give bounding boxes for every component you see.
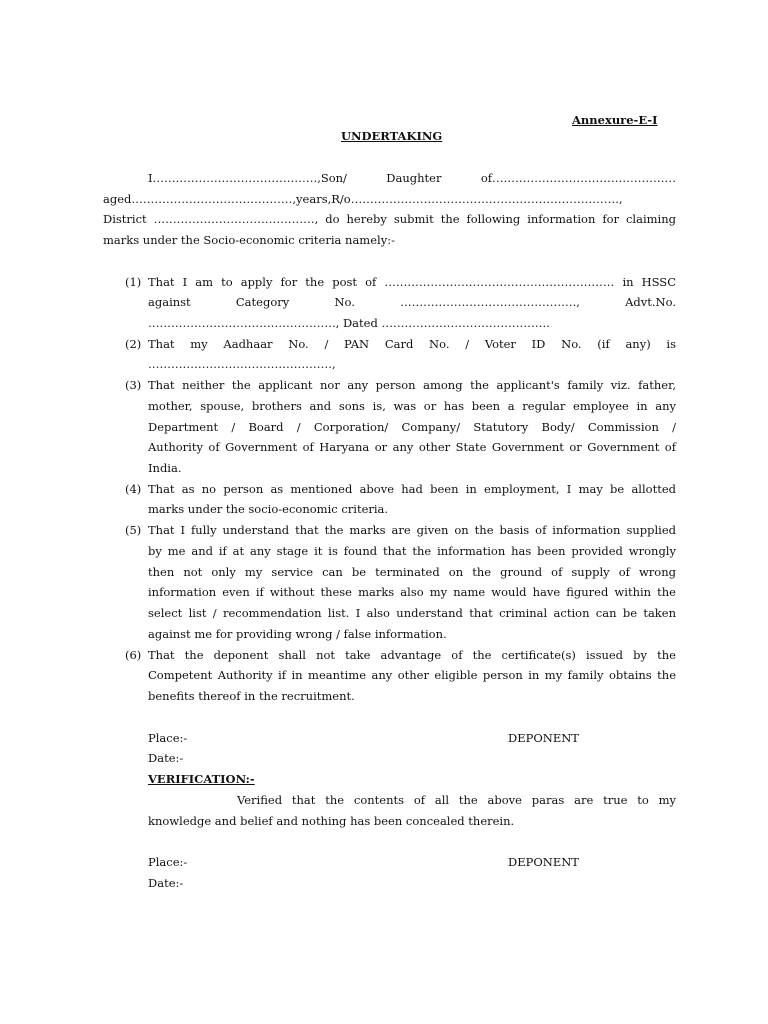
- verification-line: Verified that the contents of all the above paras are true to my: [237, 793, 676, 807]
- intro-line: marks under the Socio-economic criteria namely:-: [103, 233, 395, 247]
- item-line: That neither the applicant nor any person among the applicant's family viz. father,: [148, 378, 676, 392]
- item-line: That I am to apply for the post of …………………………………………………… in HSSC: [148, 275, 676, 289]
- intro-line: aged……………………………………,years,R/o…………………………………………………………….,: [103, 192, 623, 206]
- item-number: (6): [125, 648, 142, 662]
- document-title: UNDERTAKING: [341, 129, 443, 143]
- item-line: Competent Authority if in meantime any other eligible person in my family obtains the: [148, 668, 676, 682]
- date-label: Date:-: [148, 751, 184, 765]
- item-line: select list / recommendation list. I also understand that criminal action can be taken: [148, 606, 676, 620]
- item-line: Authority of Government of Haryana or any other State Government or Government of: [148, 440, 676, 454]
- verification-line: knowledge and belief and nothing has been concealed therein.: [148, 814, 515, 828]
- item-line: against me for providing wrong / false information.: [148, 627, 447, 641]
- item-number: (5): [125, 523, 142, 537]
- item-line: by me and if at any stage it is found that the information has been provided wrongly: [148, 544, 676, 558]
- place-label: Place:-: [148, 855, 188, 869]
- verification-heading: VERIFICATION:-: [148, 772, 255, 786]
- item-line: benefits thereof in the recruitment.: [148, 689, 355, 703]
- intro-line: District ……………………………………, do hereby submit the following information for claiming: [103, 212, 676, 226]
- item-line: …………………………………………., Dated ……………………………………..: [148, 316, 550, 330]
- item-line: That I fully understand that the marks are given on the basis of information supplied: [148, 523, 676, 537]
- item-line: Department / Board / Corporation/ Company/ Statutory Body/ Commission /: [148, 420, 676, 434]
- date-label: Date:-: [148, 876, 184, 890]
- item-line: mother, spouse, brothers and sons is, was or has been a regular employee in any: [148, 399, 676, 413]
- deponent-label: DEPONENT: [508, 855, 579, 869]
- item-line: …………………………………………,: [148, 357, 336, 371]
- intro-line: I…………………………………….,Son/ Daughter of…………………………………………: [148, 171, 676, 185]
- item-line: against Category No. ………………………………………., Advt.No.: [148, 295, 676, 309]
- item-number: (3): [125, 378, 142, 392]
- item-number: (4): [125, 482, 142, 496]
- item-line: That as no person as mentioned above had been in employment, I may be allotted: [148, 482, 676, 496]
- item-number: (2): [125, 337, 142, 351]
- item-line: marks under the socio-economic criteria.: [148, 502, 389, 516]
- item-line: That the deponent shall not take advantage of the certificate(s) issued by the: [148, 648, 676, 662]
- item-line: India.: [148, 461, 182, 475]
- item-line: That my Aadhaar No. / PAN Card No. / Voter ID No. (if any) is: [148, 337, 676, 351]
- place-label: Place:-: [148, 731, 188, 745]
- annexure-label: Annexure-E-I: [572, 113, 658, 127]
- deponent-label: DEPONENT: [508, 731, 579, 745]
- item-number: (1): [125, 275, 142, 289]
- item-line: information even if without these marks also my name would have figured within the: [148, 585, 676, 599]
- item-line: then not only my service can be terminated on the ground of supply of wrong: [148, 565, 676, 579]
